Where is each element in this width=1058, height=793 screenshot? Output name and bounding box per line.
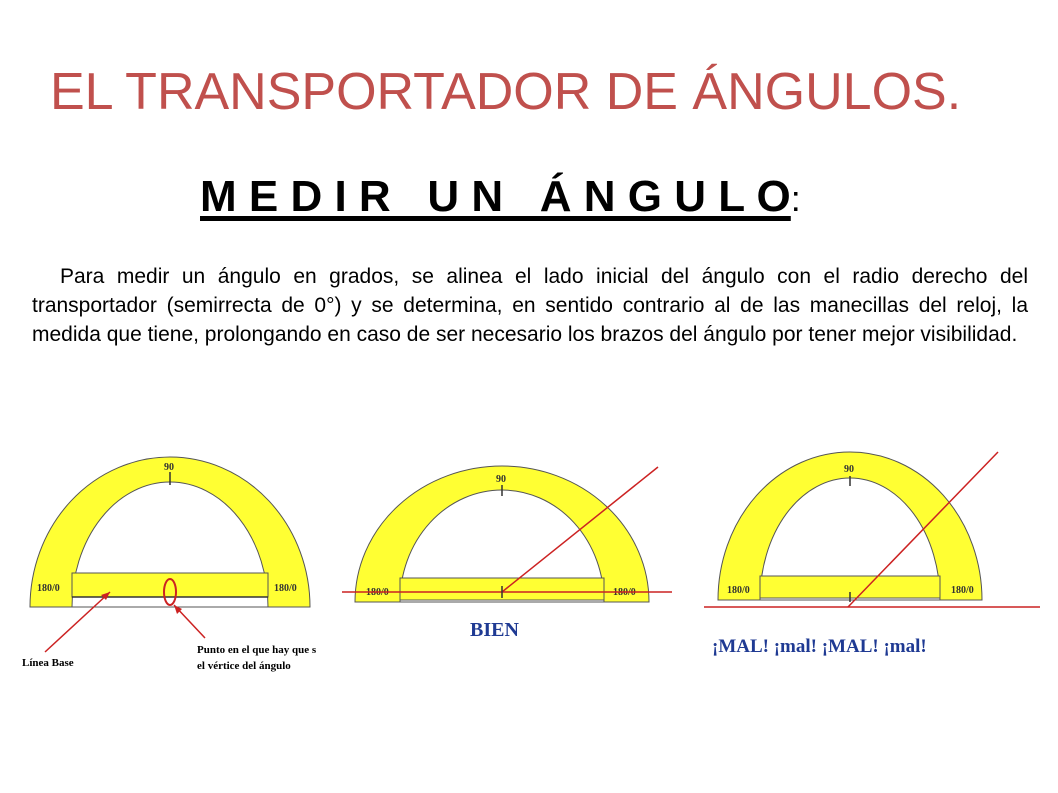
annotation-vertex-line1: Punto en el que hay que s (197, 644, 317, 656)
section-heading (200, 172, 801, 222)
protractor-left-label-right: 180/0 (274, 583, 297, 594)
protractor-figure-right (704, 452, 1040, 657)
protractor-left-base-strip (72, 573, 268, 597)
caption-bien: BIEN (470, 619, 519, 641)
protractor-right-90-label: 90 (844, 464, 854, 475)
explanation-paragraph: Para medir un ángulo en grados, se alinea el lado inicial del ángulo con el radio derecho del transportador (semirrecta de 0°) y se determina, en sentido contrario al de las manecillas del reloj, la medida que tiene, prolongando en caso de ser necesario los brazos del ángulo por tener mejor visibilidad. (32, 265, 1028, 346)
protractor-middle-label-left: 180/0 (366, 587, 389, 598)
slide-title: EL TRANSPORTADOR DE ÁNGULOS. (50, 63, 962, 121)
annotation-vertex-line2: el vértice del ángulo (197, 660, 291, 672)
protractor-figures-svg (0, 440, 1058, 700)
protractor-left-label-left: 180/0 (37, 583, 60, 594)
protractor-figure-middle (342, 466, 672, 641)
protractor-figures (0, 440, 1058, 700)
section-heading-colon: : (790, 178, 801, 219)
protractor-middle-90-label: 90 (496, 474, 506, 485)
section-heading-text: M E D I R U N Á N G U L O (200, 172, 791, 221)
protractor-left-90-label: 90 (164, 462, 174, 473)
protractor-right-label-right: 180/0 (951, 585, 974, 596)
protractor-right-label-left: 180/0 (727, 585, 750, 596)
protractor-figure-left (22, 457, 317, 672)
caption-mal: ¡MAL! ¡mal! ¡MAL! ¡mal! (712, 636, 927, 657)
annotation-base-line: Línea Base (22, 657, 74, 669)
protractor-middle-label-right: 180/0 (613, 587, 636, 598)
